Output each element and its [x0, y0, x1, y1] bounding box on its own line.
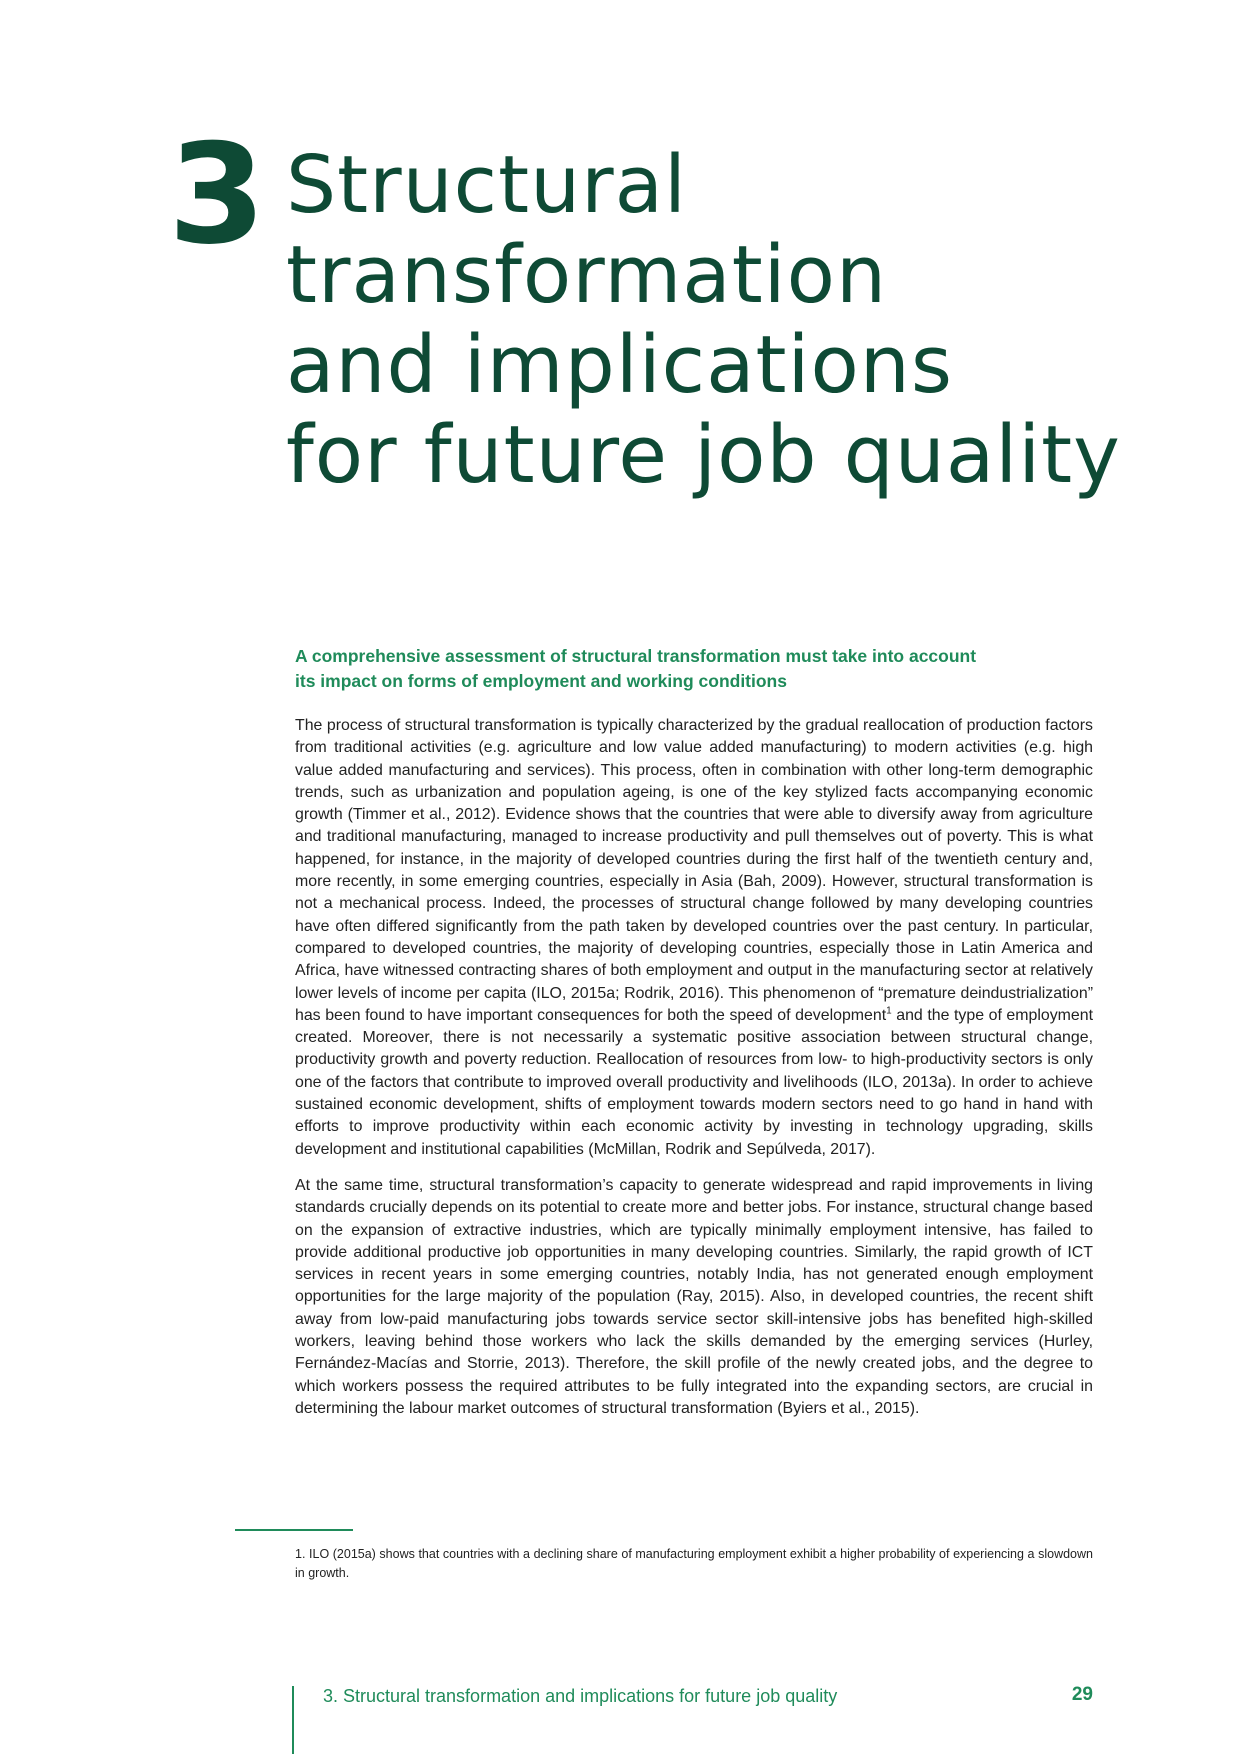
chapter-title-line: and implications — [286, 319, 954, 411]
chapter-title-line: for future job quality — [286, 409, 1121, 501]
footer-divider — [292, 1686, 294, 1754]
chapter-title-line: Structural — [286, 139, 687, 231]
lead-heading-line: A comprehensive assessment of structural transformation must take into account — [295, 646, 977, 666]
footnote-divider — [235, 1529, 353, 1531]
paragraph-text: and the type of employment created. Moreover, there is not necessarily a systematic positive association between structural change, productivity growth and poverty reduction. Reallocation of resources from low- to high-productivity sectors is only one of the factors that contribute to improved overall productivity and livelihoods (ILO, 2013a). In order to achieve sustained economic development, shifts of employment towards modern sectors need to go hand in hand with efforts to improve productivity within each economic activity by investing in technology upgrading, skills development and institutional capabilities (McMillan, Rodrik and Sepúlveda, 2017). — [295, 1006, 1093, 1158]
body-paragraph: At the same time, structural transformation’s capacity to generate widespread and rapid improvements in living standards crucially depends on its potential to create more and better jobs. For instance, structural change based on the expansion of extractive industries, which are typically minimally employment intensive, has failed to provide additional productive job opportunities in many developing countries. Similarly, the rapid growth of ICT services in recent years in some emerging countries, notably India, has not generated enough employment opportunities for the large majority of the population (Ray, 2015). Also, in developed countries, the recent shift away from low-paid manufacturing jobs towards service sector skill-intensive jobs has benefited high-skilled workers, leaving behind those workers who lack the skills demanded by the emerging services (Hurley, Fernández-Macías and Storrie, 2013). Therefore, the skill profile of the newly created jobs, and the degree to which workers possess the required attributes to be fully integrated into the expanding sectors, are crucial in determining the labour market outcomes of structural transformation (Byiers et al., 2015). — [295, 1176, 1093, 1417]
footnote: 1. ILO (2015a) shows that countries with a declining share of manufacturing employment exhibit a higher probability of experiencing a slowdown in growth. — [295, 1547, 1093, 1580]
lead-heading — [295, 644, 1115, 694]
chapter-number: 3 — [168, 114, 262, 275]
body-paragraph — [295, 715, 1093, 1161]
footnote-reference[interactable]: 1 — [886, 1005, 892, 1017]
page-number: 29 — [1071, 1684, 1093, 1705]
body-text — [295, 715, 1093, 1434]
lead-heading-line: its impact on forms of employment and working conditions — [295, 671, 787, 691]
running-footer-title: 3. Structural transformation and implications for future job quality — [323, 1686, 838, 1706]
chapter-title — [286, 139, 1121, 501]
chapter-title-line: transformation — [286, 229, 888, 321]
paragraph-text: The process of structural transformation is typically characterized by the gradual reallocation of production factors from traditional activities (e.g. agriculture and low value added manufacturing) to modern activities (e.g. high value added manufacturing and services). This process, often in combination with other long-term demographic trends, such as urbanization and population ageing, is one of the key stylized facts accompanying economic growth (Timmer et al., 2012). Evidence shows that the countries that were able to diversify away from agriculture and traditional manufacturing, managed to increase productivity and pull themselves out of poverty. This is what happened, for instance, in the majority of developed countries during the first half of the twentieth century and, more recently, in some emerging countries, especially in Asia (Bah, 2009). However, structural transformation is not a mechanical process. Indeed, the processes of structural change followed by many developing countries have often differed significantly from the path taken by developed countries over the past century. In particular, compared to developed countries, the majority of developing countries, especially those in Latin America and Africa, have witnessed contracting shares of both employment and output in the manufacturing sector at relatively lower levels of income per capita (ILO, 2015a; Rodrik, 2016). This phenomenon of “premature deindustrialization” has been found to have important consequences for both the speed of development — [295, 717, 1093, 1024]
